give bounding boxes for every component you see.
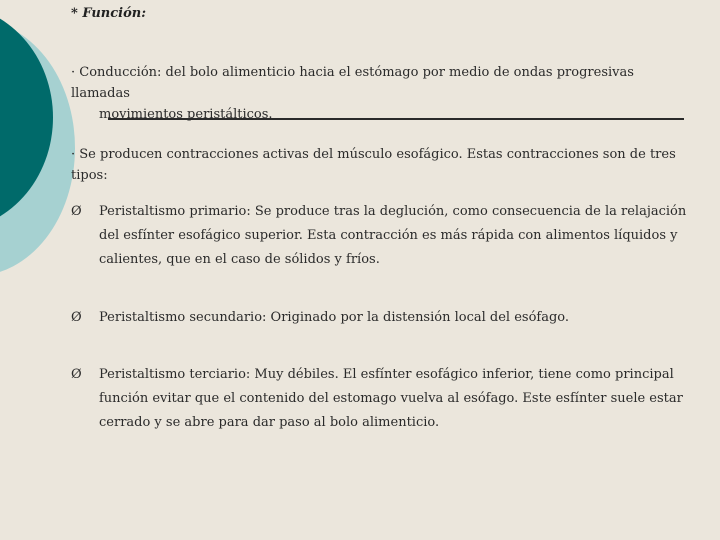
list-bullet: Ø <box>71 310 82 325</box>
paragraph-line-1: Conducción: del bolo alimenticio hacia el estómago por medio de ondas progresivas llamadas <box>71 65 634 101</box>
paragraph-conduccion <box>71 62 671 125</box>
list-item-peristaltismo-primario <box>71 200 696 272</box>
paragraph-text: Se producen contracciones activas del músculo esofágico. Estas contracciones son de tres tipos: <box>71 147 676 183</box>
list-item-peristaltismo-secundario <box>71 306 696 330</box>
list-item-text: Peristaltismo primario: Se produce tras la deglución, como consecuencia de la relajación del esfínter esofágico superior. Esta contracción es más rápida con alimentos líquidos y calientes, que en el caso de sólidos y fríos. <box>99 204 687 267</box>
list-bullet: Ø <box>71 367 82 382</box>
list-item-text: Peristaltismo terciario: Muy débiles. El esfínter esofágico inferior, tiene como principal función evitar que el contenido del estomago vuelva al esófago. Este esfínter suele estar cerrado y se abre para dar paso al bolo alimenticio. <box>99 367 683 430</box>
section-heading: * Función: <box>71 6 147 21</box>
paragraph-bullet: · <box>71 65 76 80</box>
paragraph-line-2: movimientos peristálticos. <box>99 107 273 122</box>
list-item-peristaltismo-terciario <box>71 363 696 435</box>
list-bullet: Ø <box>71 204 82 219</box>
horizontal-divider <box>108 118 684 120</box>
paragraph-contracciones <box>71 144 691 186</box>
list-item-text: Peristaltismo secundario: Originado por la distensión local del esófago. <box>99 310 570 325</box>
paragraph-bullet: · <box>71 147 76 162</box>
